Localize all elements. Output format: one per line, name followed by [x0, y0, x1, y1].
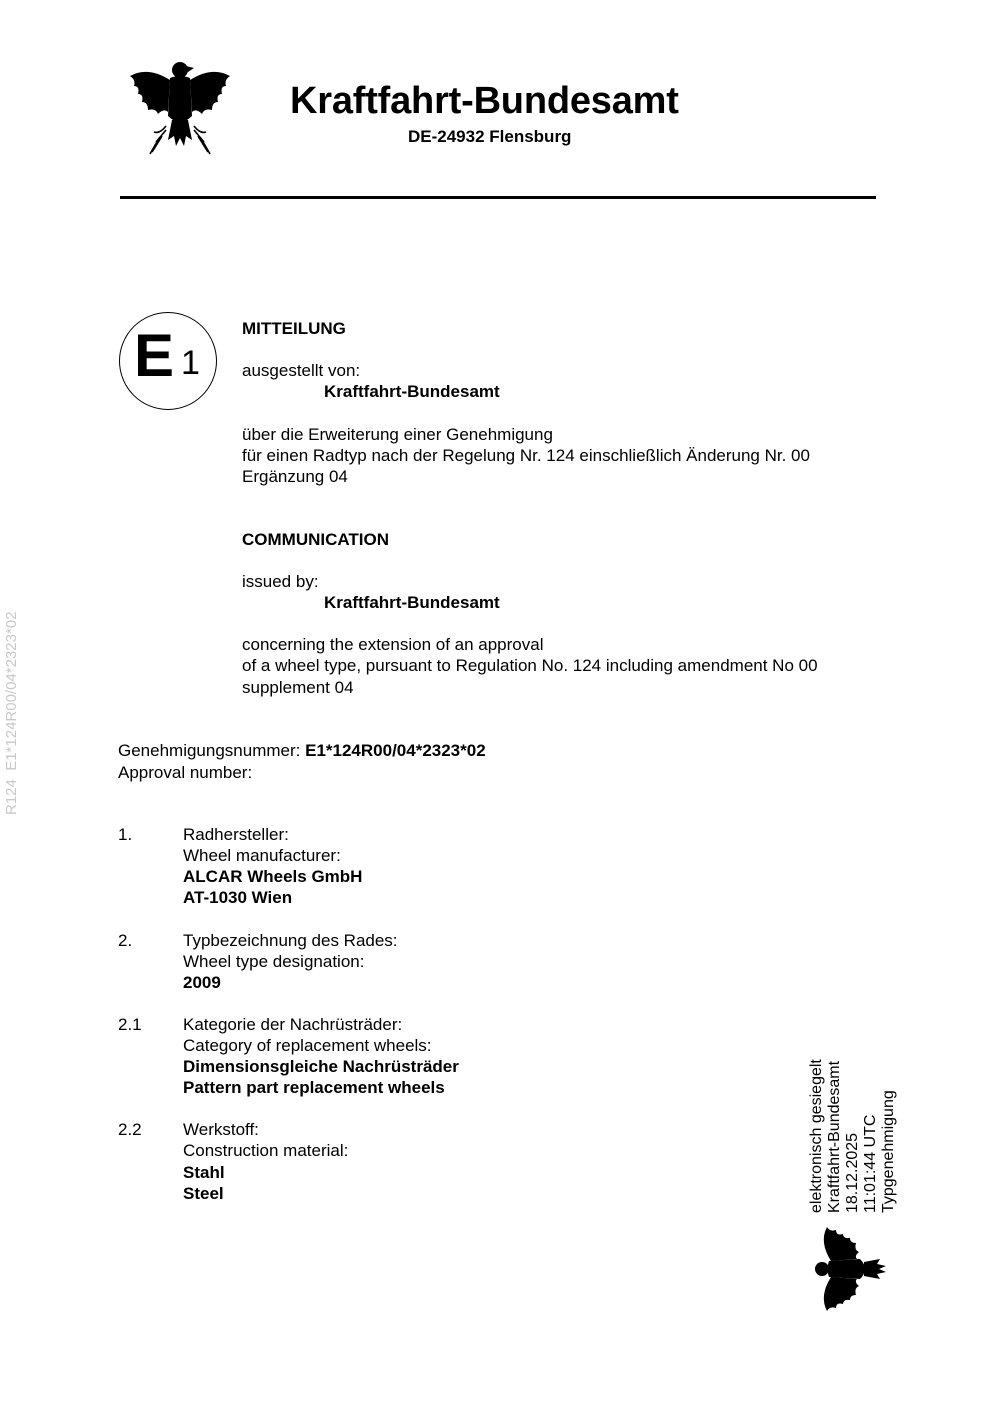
item-value: ALCAR Wheels GmbH [183, 867, 363, 886]
item-value: Pattern part replacement wheels [183, 1078, 445, 1097]
de-line-1: über die Erweiterung einer Genehmigung [242, 425, 553, 444]
item-label-en: Category of replacement wheels: [183, 1036, 432, 1055]
agency-title: Kraftfahrt-Bundesamt [290, 80, 679, 122]
item-label-de: Werkstoff: [183, 1120, 259, 1139]
de-line-2: für einen Radtyp nach der Regelung Nr. 124 einschließlich Änderung Nr. 00 [242, 446, 810, 465]
side-reference: R124 E1*124R00/04*2323*02 [3, 611, 20, 815]
e-mark-number: 1 [181, 344, 200, 382]
item-label-en: Wheel manufacturer: [183, 846, 341, 865]
seal-eagle-icon [808, 1226, 898, 1312]
item-value: AT-1030 Wien [183, 888, 293, 907]
en-line-1: concerning the extension of an approval [242, 635, 544, 654]
seal-line: Kraftfahrt-Bundesamt [826, 1060, 843, 1213]
de-issuer: Kraftfahrt-Bundesamt [324, 382, 500, 401]
item-value: Steel [183, 1184, 224, 1203]
en-line-3: supplement 04 [242, 678, 354, 697]
de-issued-by-label: ausgestellt von: [242, 361, 361, 380]
electronic-seal-text [808, 1059, 898, 1213]
header-divider [120, 196, 876, 199]
seal-line: Typgenehmigung [880, 1090, 897, 1213]
de-heading: MITTEILUNG [242, 319, 346, 338]
en-issued-by-label: issued by: [242, 572, 319, 591]
approval-number-line [118, 740, 486, 761]
item-label-en: Construction material: [183, 1141, 349, 1160]
en-heading: COMMUNICATION [242, 530, 389, 549]
federal-eagle-logo [126, 56, 234, 160]
item-label-en: Wheel type designation: [183, 952, 365, 971]
e-mark-letter: E [134, 322, 175, 389]
item-number: 2. [118, 931, 133, 950]
approval-number: E1*124R00/04*2323*02 [305, 741, 486, 760]
item-label-de: Typbezeichnung des Rades: [183, 931, 398, 950]
item-label-de: Radhersteller: [183, 825, 289, 844]
agency-address: DE-24932 Flensburg [408, 127, 572, 146]
item-number: 2.1 [118, 1015, 142, 1034]
de-line-3: Ergänzung 04 [242, 467, 348, 486]
approval-label-en: Approval number: [118, 763, 253, 782]
item-value: 2009 [183, 973, 221, 992]
item-number: 1. [118, 825, 133, 844]
item-number: 2.2 [118, 1120, 142, 1139]
item-value: Stahl [183, 1163, 225, 1182]
e-mark-circle [119, 312, 217, 410]
approval-label-de: Genehmigungsnummer: [118, 741, 301, 760]
seal-line: 11:01:44 UTC [862, 1114, 879, 1213]
en-line-2: of a wheel type, pursuant to Regulation No. 124 including amendment No 00 [242, 656, 818, 675]
en-issuer: Kraftfahrt-Bundesamt [324, 593, 500, 612]
item-label-de: Kategorie der Nachrüsträder: [183, 1015, 403, 1034]
seal-line: 18.12.2025 [844, 1132, 861, 1213]
item-value: Dimensionsgleiche Nachrüsträder [183, 1057, 459, 1076]
seal-line: elektronisch gesiegelt [808, 1059, 825, 1213]
